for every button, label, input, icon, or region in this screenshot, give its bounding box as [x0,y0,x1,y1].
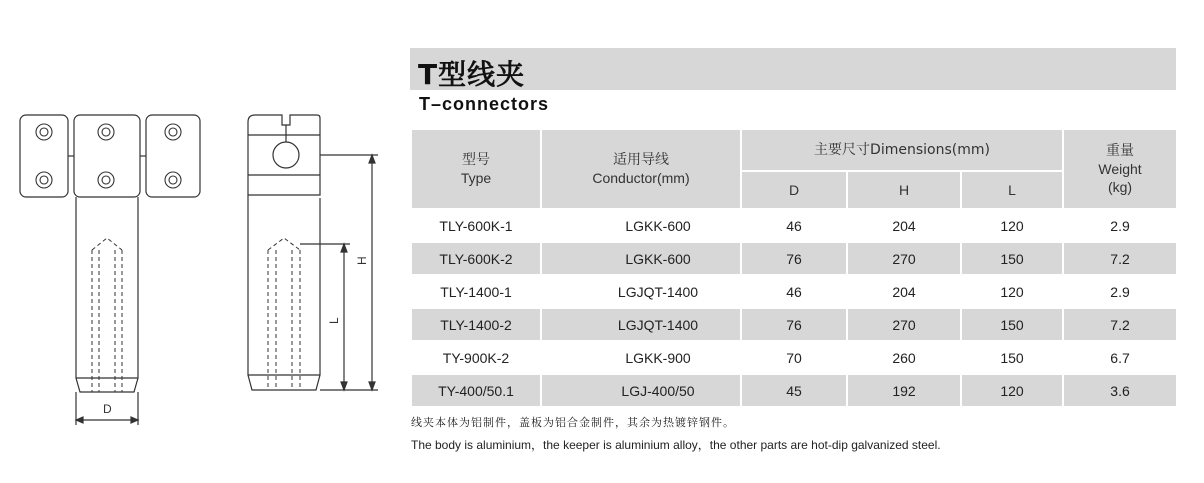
cell-h: 260 [847,341,961,374]
table-row [411,308,1177,341]
header-weight-en: Weight [1098,161,1142,177]
cell-d: 76 [741,242,847,275]
cell-type: TLY-600K-1 [411,209,541,242]
cell-d: 46 [741,275,847,308]
connector-drawing [0,0,400,483]
front-plate-center [74,115,140,197]
dim-label-l: L [327,317,341,324]
header-weight-cn: 重量 [1106,143,1135,159]
side-stem [248,195,320,390]
cell-l: 120 [961,374,1063,407]
cell-l: 150 [961,308,1063,341]
header-conductor-en: Conductor(mm) [592,170,690,186]
cell-weight: 6.7 [1063,341,1177,374]
dim-label-h: H [355,256,369,265]
table-row [411,341,1177,374]
title-en: T–connectors [419,94,550,114]
dim-label-d: D [103,402,112,416]
cell-conductor: LGJQT-1400 [541,275,741,308]
header-h: H [847,171,961,209]
title-cn: T型线夹 [418,58,526,91]
cell-type: TLY-1400-2 [411,308,541,341]
header-l: L [961,171,1063,209]
front-plate-left [20,115,68,197]
header-conductor [541,129,741,209]
cell-type: TY-900K-2 [411,341,541,374]
cell-conductor: LGJ-400/50 [541,374,741,407]
header-conductor-cn: 适用导线 [613,152,669,168]
notes [411,414,941,453]
cell-l: 120 [961,275,1063,308]
header-d: D [741,171,847,209]
cell-weight: 3.6 [1063,374,1177,407]
cell-d: 76 [741,308,847,341]
cell-type: TLY-600K-2 [411,242,541,275]
cell-d: 46 [741,209,847,242]
cell-h: 270 [847,242,961,275]
table-row [411,374,1177,407]
table-row [411,242,1177,275]
header-dimensions: 主要尺寸Dimensions(mm) [741,129,1063,171]
table-row [411,209,1177,242]
cell-d: 70 [741,341,847,374]
cell-l: 150 [961,242,1063,275]
note-cn: 线夹本体为铝制件，盖板为铝合金制件，其余为热镀锌钢件。 [411,416,735,429]
header-weight-unit: (kg) [1107,179,1133,195]
header-type-en: Type [460,170,492,186]
cell-weight: 7.2 [1063,308,1177,341]
cell-weight: 7.2 [1063,242,1177,275]
header-type [411,129,541,209]
note-en: The body is aluminium，the keeper is aluminium alloy，the other parts are hot-dip galvanized steel. [411,438,941,452]
cell-type: TY-400/50.1 [411,374,541,407]
cell-d: 45 [741,374,847,407]
side-head [248,115,320,195]
cell-weight: 2.9 [1063,275,1177,308]
cell-h: 204 [847,275,961,308]
cell-conductor: LGKK-900 [541,341,741,374]
cell-h: 192 [847,374,961,407]
table-row [411,275,1177,308]
cell-weight: 2.9 [1063,209,1177,242]
cell-h: 204 [847,209,961,242]
cell-l: 120 [961,209,1063,242]
cell-conductor: LGJQT-1400 [541,308,741,341]
header-weight [1063,129,1177,209]
cell-l: 150 [961,341,1063,374]
spec-table [410,128,1178,408]
bolt-icons [36,124,181,188]
front-plate-right [146,115,200,197]
cell-h: 270 [847,308,961,341]
front-stem [76,197,138,392]
cell-conductor: LGKK-600 [541,242,741,275]
cell-type: TLY-1400-1 [411,275,541,308]
cell-conductor: LGKK-600 [541,209,741,242]
header-type-cn: 型号 [462,152,490,168]
